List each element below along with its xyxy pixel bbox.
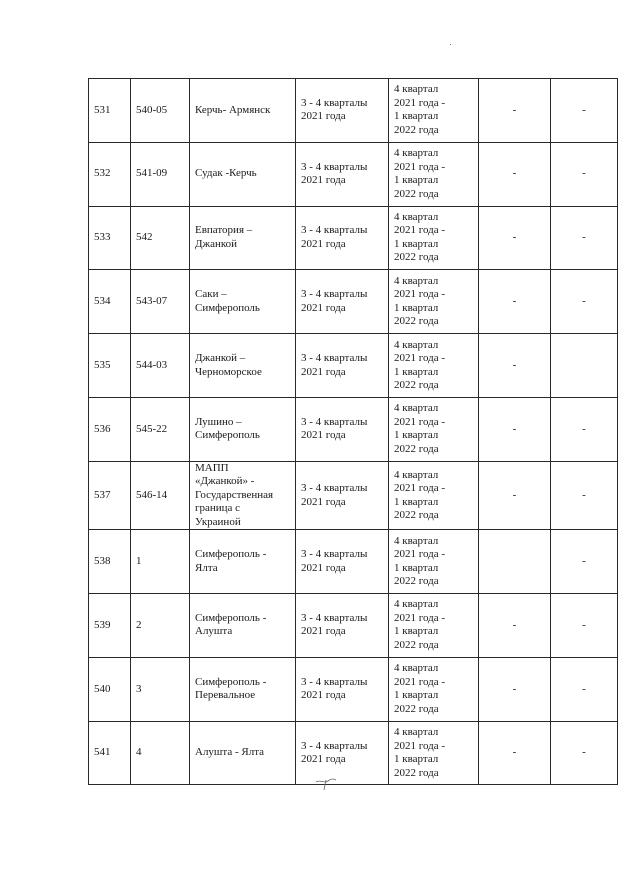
route-code: 2 xyxy=(131,594,190,658)
route-name: Саки – Симферополь xyxy=(190,270,296,334)
value-cell-a: - xyxy=(479,334,551,398)
row-number: 541 xyxy=(89,721,131,785)
deadline-cell: 4 квартал 2021 года - 1 квартал 2022 года xyxy=(389,206,479,270)
deadline-cell: 4 квартал 2021 года - 1 квартал 2022 года xyxy=(389,270,479,334)
value-cell-b: - xyxy=(551,270,618,334)
route-code: 1 xyxy=(131,530,190,594)
row-number: 532 xyxy=(89,142,131,206)
table-body xyxy=(89,79,618,785)
value-cell-a: - xyxy=(479,461,551,530)
value-cell-b: - xyxy=(551,206,618,270)
table-row xyxy=(89,594,618,658)
value-cell-b: - xyxy=(551,461,618,530)
row-number: 535 xyxy=(89,334,131,398)
route-name: Симферополь - Перевальное xyxy=(190,657,296,721)
value-cell-a: - xyxy=(479,397,551,461)
route-name: Керчь- Армянск xyxy=(190,79,296,143)
row-number: 536 xyxy=(89,397,131,461)
deadline-cell: 4 квартал 2021 года - 1 квартал 2022 года xyxy=(389,334,479,398)
route-name: Симферополь - Ялта xyxy=(190,530,296,594)
value-cell-a: - xyxy=(479,721,551,785)
row-number: 538 xyxy=(89,530,131,594)
route-code: 540-05 xyxy=(131,79,190,143)
period-cell: 3 - 4 кварталы 2021 года xyxy=(296,206,389,270)
value-cell-b xyxy=(551,334,618,398)
value-cell-a xyxy=(479,530,551,594)
route-name: Судак -Керчь xyxy=(190,142,296,206)
table-row xyxy=(89,142,618,206)
period-cell: 3 - 4 кварталы 2021 года xyxy=(296,530,389,594)
deadline-cell: 4 квартал 2021 года - 1 квартал 2022 года xyxy=(389,594,479,658)
route-code: 541-09 xyxy=(131,142,190,206)
route-code: 546-14 xyxy=(131,461,190,530)
route-code: 543-07 xyxy=(131,270,190,334)
table-row xyxy=(89,79,618,143)
route-code: 544-03 xyxy=(131,334,190,398)
value-cell-b: - xyxy=(551,397,618,461)
value-cell-b: - xyxy=(551,142,618,206)
route-code: 4 xyxy=(131,721,190,785)
table-row xyxy=(89,206,618,270)
route-schedule-table xyxy=(88,78,618,785)
value-cell-b: - xyxy=(551,79,618,143)
period-cell: 3 - 4 кварталы 2021 года xyxy=(296,594,389,658)
period-cell: 3 - 4 кварталы 2021 года xyxy=(296,721,389,785)
deadline-cell: 4 квартал 2021 года - 1 квартал 2022 года xyxy=(389,721,479,785)
value-cell-a: - xyxy=(479,657,551,721)
value-cell-a: - xyxy=(479,142,551,206)
value-cell-a: - xyxy=(479,79,551,143)
period-cell: 3 - 4 кварталы 2021 года xyxy=(296,142,389,206)
route-name: Алушта - Ялта xyxy=(190,721,296,785)
period-cell: 3 - 4 кварталы 2021 года xyxy=(296,79,389,143)
route-name: Лушино – Симферополь xyxy=(190,397,296,461)
deadline-cell: 4 квартал 2021 года - 1 квартал 2022 года xyxy=(389,461,479,530)
period-cell: 3 - 4 кварталы 2021 года xyxy=(296,461,389,530)
route-code: 542 xyxy=(131,206,190,270)
route-name: Симферополь - Алушта xyxy=(190,594,296,658)
deadline-cell: 4 квартал 2021 года - 1 квартал 2022 года xyxy=(389,397,479,461)
table-row xyxy=(89,530,618,594)
row-number: 540 xyxy=(89,657,131,721)
value-cell-a: - xyxy=(479,594,551,658)
value-cell-b: - xyxy=(551,594,618,658)
row-number: 531 xyxy=(89,79,131,143)
table-row xyxy=(89,270,618,334)
route-name: Евпатория – Джанкой xyxy=(190,206,296,270)
row-number: 533 xyxy=(89,206,131,270)
row-number: 537 xyxy=(89,461,131,530)
value-cell-b: - xyxy=(551,657,618,721)
value-cell-a: - xyxy=(479,206,551,270)
period-cell: 3 - 4 кварталы 2021 года xyxy=(296,270,389,334)
period-cell: 3 - 4 кварталы 2021 года xyxy=(296,334,389,398)
route-name: МАПП «Джанкой» - Государственная граница с Украиной xyxy=(190,461,296,530)
table-row xyxy=(89,397,618,461)
deadline-cell: 4 квартал 2021 года - 1 квартал 2022 года xyxy=(389,530,479,594)
scan-speck xyxy=(450,44,451,45)
deadline-cell: 4 квартал 2021 года - 1 квартал 2022 года xyxy=(389,657,479,721)
value-cell-b: - xyxy=(551,721,618,785)
table-row xyxy=(89,461,618,530)
value-cell-a: - xyxy=(479,270,551,334)
deadline-cell: 4 квартал 2021 года - 1 квартал 2022 года xyxy=(389,142,479,206)
period-cell: 3 - 4 кварталы 2021 года xyxy=(296,397,389,461)
route-code: 3 xyxy=(131,657,190,721)
row-number: 534 xyxy=(89,270,131,334)
row-number: 539 xyxy=(89,594,131,658)
value-cell-b: - xyxy=(551,530,618,594)
table-row xyxy=(89,721,618,785)
period-cell: 3 - 4 кварталы 2021 года xyxy=(296,657,389,721)
route-name: Джанкой – Черноморское xyxy=(190,334,296,398)
signature-mark xyxy=(314,776,338,792)
deadline-cell: 4 квартал 2021 года - 1 квартал 2022 года xyxy=(389,79,479,143)
table-row xyxy=(89,657,618,721)
table-row xyxy=(89,334,618,398)
route-code: 545-22 xyxy=(131,397,190,461)
